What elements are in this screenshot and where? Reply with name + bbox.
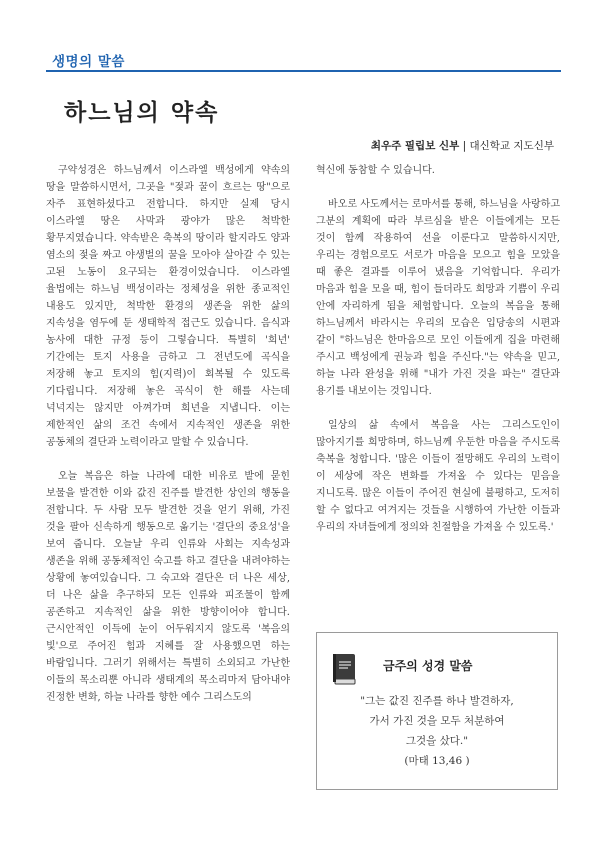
paragraph: 일상의 삶 속에서 복음을 사는 그리스도인이 많아지기를 희망하며, 하느님께 우둔한 마음을 주시도록 축복을 청합니다. '많은 이들이 절망해도 우리의 노력이 이 세상에 작은 변화를 가져올 수 있다는 믿음을 지니도록. 많은 이들이 주어진 현실에 불평하고, 도저히 할 수 없다고 여겨지는 것들을 시행하여 가난한 이들과 우리의 자녀들에게 정의와 친절함을 가져올 수 있도록.' xyxy=(316,420,560,533)
verse-heading: 금주의 성경 말씀 xyxy=(383,659,473,673)
page-title: 하느님의 약속 xyxy=(64,100,220,126)
paragraph: 바오로 사도께서는 로마서를 통해, 하느님을 사랑하고 그분의 계획에 따라 부르심을 받은 이들에게는 모든 것이 함께 작용하여 선을 이룬다고 말씀하시지만, 우리는 경험으로도 서로가 마음을 모으고 힘을 모았을 때 좋은 결과를 이루어 냈음을 기억합니다. 우리가 마음과 힘을 모을 때, 힘이 들더라도 희망과 기쁨이 우리 안에 자리하게 됨을 체험합니다. 오늘의 복음을 통해 하느님께서 바라시는 우리의 모습은 입당송의 시편과 같이 "하느님은 한마음으로 모인 이들에게 집을 마련해 주시고 백성에게 권능과 힘을 주신다."는 약속을 믿고, 하늘 나라 완성을 위해 "내가 가진 것을 파는" 결단과 용기를 내보이는 것입니다. xyxy=(316,199,560,397)
verse-text xyxy=(327,691,547,771)
verse-line: 그것을 샀다." xyxy=(405,735,469,747)
paragraph: 혁신에 동참할 수 있습니다. xyxy=(316,165,435,176)
section-label: 생명의 말씀 xyxy=(52,54,125,70)
verse-reference: (마태 13,46 ) xyxy=(404,755,470,767)
weekly-verse-box xyxy=(316,632,558,790)
byline xyxy=(371,138,554,153)
bible-icon xyxy=(331,653,357,685)
left-column xyxy=(46,162,290,723)
author-name: 최우주 필립보 신부 xyxy=(370,140,460,152)
author-role: | 대신학교 지도신부 xyxy=(459,140,554,152)
paragraph: 구약성경은 하느님께서 이스라엘 백성에게 약속의 땅을 말씀하시면서, 그곳을 "젖과 꿀이 흐르는 땅"으로 자주 표현하셨다고 전합니다. 하지만 실제 당시 이스라엘 땅은 사막과 광야가 많은 척박한 황무지였습니다. 약속받은 축복의 땅이라 할지라도 양과 염소의 젖을 짜고 야생벌의 꿀을 모아야 살아갈 수 있는 고된 노동이 요구되는 환경이었습니다. 이스라엘 율법에는 하느님 백성이라는 정체성을 위한 종교적인 내용도 있지만, 척박한 환경의 생존을 위한 삶의 지속성을 염두에 둔 생태학적 접근도 있습니다. 음식과 농사에 대한 규정 등이 그렇습니다. 특별히 '희년' 기간에는 토지 사용을 금하고 그 전년도에 곡식을 저장해 놓고 토지의 힘(지력)이 회복될 수 있도록 기다립니다. 저장해 놓은 곡식이 한 해를 사는데 넉넉지는 않지만 아껴가며 희년을 지냅니다. 이는 제한적인 삶의 조건 속에서 지속적인 생존을 위한 공동체의 결단과 노력이라고 말할 수 있습니다. xyxy=(46,165,290,448)
verse-line: "그는 값진 진주를 하나 발견하자, xyxy=(360,695,514,707)
verse-line: 가서 가진 것을 모두 처분하여 xyxy=(369,715,505,727)
header-rule xyxy=(46,70,561,72)
paragraph: 오늘 복음은 하늘 나라에 대한 비유로 밭에 묻힌 보물을 발견한 이와 값진 진주를 발견한 상인의 행동을 전합니다. 두 사람 모두 발견한 것을 얻기 위해, 가진 것을 팔아 신속하게 행동으로 옮기는 '결단의 중요성'을 보여 줍니다. 오늘날 우리 인류와 사회는 지속성과 생존을 위해 공동체적인 숙고를 하고 결단을 내려야하는 상황에 놓여있습니다. 그 숙고와 결단은 더 나은 세상, 더 나은 삶을 추구하되 모든 인류와 피조물이 함께 공존하고 지속적인 삶을 위한 방향이어야 합니다. 근시안적인 이득에 눈이 어두워지지 않도록 '복음의 빛'으로 주어진 힘과 지혜를 잘 사용했으면 하는 바람입니다. 그러기 위해서는 특별히 소외되고 가난한 이들의 목소리뿐 아니라 생태계의 목소리마저 담아내야 진정한 변화, 하늘 나라를 향한 예수 그리스도의 xyxy=(46,471,290,703)
right-column xyxy=(316,162,560,553)
